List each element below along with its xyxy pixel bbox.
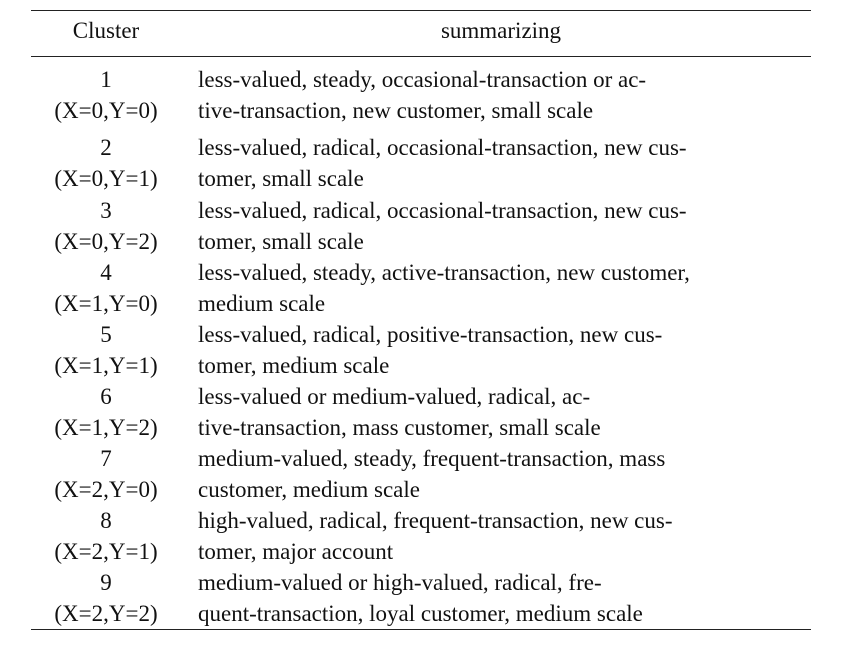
table-row-1 [31,64,811,126]
cluster-number: 2 [100,135,112,160]
summary-line: tive-transaction, new customer, small scale [198,98,594,123]
cluster-cell [31,195,181,257]
summary-cell [198,195,811,257]
cluster-coordinate: (X=0,Y=0) [54,98,158,123]
table-row-3 [31,195,811,257]
summary-line: less-valued, radical, positive-transaction, new cus- [198,322,663,347]
table-row-5 [31,319,811,381]
summary-cell [198,567,811,629]
cluster-number: 3 [100,198,112,223]
cluster-number: 8 [100,508,112,533]
cluster-cell [31,567,181,629]
cluster-cell [31,257,181,319]
cluster-coordinate: (X=0,Y=2) [54,229,158,254]
summary-line: tomer, major account [198,539,394,564]
summary-cell [198,381,811,443]
cluster-cell [31,319,181,381]
summary-line: less-valued, steady, active-transaction, new customer, [198,260,690,285]
cluster-cell [31,132,181,194]
cluster-cell [31,64,181,126]
table-row-4 [31,257,811,319]
summary-line: customer, medium scale [198,477,420,502]
cluster-coordinate: (X=2,Y=0) [54,477,158,502]
summary-line: tive-transaction, mass customer, small scale [198,415,601,440]
summary-cell [198,64,811,126]
bottom-rule [31,629,811,630]
summary-line: less-valued, steady, occasional-transaction or ac- [198,67,647,92]
cluster-cell [31,505,181,567]
cluster-coordinate: (X=1,Y=2) [54,415,158,440]
table-row-8 [31,505,811,567]
summary-cell [198,257,811,319]
summary-line: tomer, medium scale [198,353,390,378]
cluster-coordinate: (X=0,Y=1) [54,166,158,191]
summary-cell [198,319,811,381]
summary-line: less-valued or medium-valued, radical, ac- [198,384,591,409]
cluster-number: 5 [100,322,112,347]
table-row-7 [31,443,811,505]
summary-line: high-valued, radical, frequent-transaction, new cus- [198,508,673,533]
table-row-9 [31,567,811,629]
cluster-cell [31,443,181,505]
summary-line: tomer, small scale [198,166,364,191]
summary-cell [198,443,811,505]
header-summarizing: summarizing [440,18,562,43]
cluster-coordinate: (X=1,Y=1) [54,353,158,378]
summary-line: quent-transaction, loyal customer, medium scale [198,601,643,626]
header-rule [31,56,811,57]
cluster-coordinate: (X=2,Y=1) [54,539,158,564]
top-rule [31,10,811,11]
summary-line: medium scale [198,291,326,316]
summary-line: tomer, small scale [198,229,364,254]
summary-cell [198,505,811,567]
cluster-coordinate: (X=2,Y=2) [54,601,158,626]
cluster-number: 4 [100,260,112,285]
summary-line: less-valued, radical, occasional-transaction, new cus- [198,135,687,160]
cluster-number: 6 [100,384,112,409]
cluster-cell [31,381,181,443]
summary-line: medium-valued, steady, frequent-transaction, mass [198,446,666,471]
table-row-6 [31,381,811,443]
cluster-number: 7 [100,446,112,471]
table-row-2 [31,132,811,194]
cluster-number: 1 [100,67,112,92]
summary-cell [198,132,811,194]
cluster-number: 9 [100,570,112,595]
cluster-coordinate: (X=1,Y=0) [54,291,158,316]
summary-line: less-valued, radical, occasional-transaction, new cus- [198,198,687,223]
header-cluster: Cluster [72,18,140,43]
summary-line: medium-valued or high-valued, radical, fre- [198,570,602,595]
